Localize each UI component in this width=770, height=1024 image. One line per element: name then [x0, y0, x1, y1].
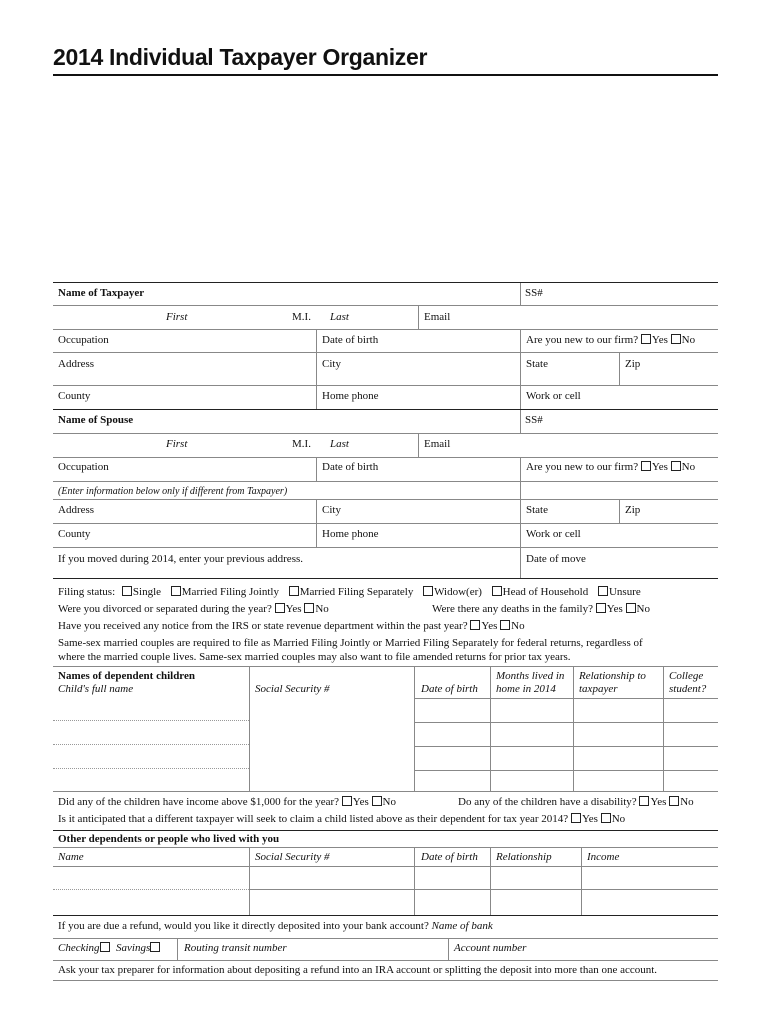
- taxpayer-city-label: City: [322, 358, 341, 370]
- child-relationship-label-1: Relationship to: [579, 670, 646, 682]
- spouse-dob-label: Date of birth: [322, 461, 379, 473]
- taxpayer-county-label: County: [58, 390, 91, 402]
- divorced-no-checkbox[interactable]: [304, 603, 314, 613]
- irs-no-checkbox[interactable]: [500, 620, 510, 630]
- child-college-label-2: student?: [669, 683, 707, 695]
- taxpayer-email-label: Email: [424, 311, 451, 323]
- child-relationship-label-2: taxpayer: [579, 683, 618, 695]
- taxpayer-name-label: Name of Taxpayer: [58, 287, 145, 299]
- filing-top-rule: [53, 578, 718, 579]
- spouse-city-label: City: [322, 504, 341, 516]
- child-disability-question: Do any of the children have a disability? Yes No: [458, 796, 694, 808]
- taxpayer-zip-label: Zip: [625, 358, 641, 370]
- deaths-no-checkbox[interactable]: [626, 603, 636, 613]
- child-income-no-checkbox[interactable]: [372, 796, 382, 806]
- taxpayer-ss-label: SS#: [525, 287, 543, 299]
- other-name-label: Name: [58, 851, 84, 863]
- spouse-occupation-label: Occupation: [58, 461, 109, 473]
- dependents-header: Names of dependent children: [58, 670, 195, 682]
- page-title: 2014 Individual Taxpayer Organizer: [53, 44, 428, 70]
- child-months-label-2: home in 2014: [496, 683, 556, 695]
- filing-widow-checkbox[interactable]: [423, 586, 433, 596]
- taxpayer-new-yes-checkbox[interactable]: [641, 334, 651, 344]
- taxpayer-address-label: Address: [58, 358, 95, 370]
- deaths-question: Were there any deaths in the family? Yes No: [432, 603, 650, 615]
- filing-mfs-checkbox[interactable]: [289, 586, 299, 596]
- filing-unsure-checkbox[interactable]: [598, 586, 608, 596]
- other-dob-label: Date of birth: [421, 851, 478, 863]
- child-disability-yes-checkbox[interactable]: [639, 796, 649, 806]
- child-months-label-1: Months lived in: [496, 670, 565, 682]
- spouse-last-label: Last: [330, 438, 349, 450]
- filing-single-checkbox[interactable]: [122, 586, 132, 596]
- date-of-move-label: Date of move: [526, 553, 586, 565]
- account-number-label: Account number: [454, 942, 527, 954]
- moved-label: If you moved during 2014, enter your previous address.: [58, 553, 304, 565]
- taxpayer-home-phone-label: Home phone: [322, 390, 379, 402]
- divorced-question: Were you divorced or separated during the year? Yes No: [58, 603, 329, 615]
- spouse-ss-label: SS#: [525, 414, 543, 426]
- taxpayer-new-firm: Are you new to our firm? Yes No: [526, 334, 696, 346]
- filing-status-row: Filing status: Single Married Filing Jointly Married Filing Separately Widow(er) Head of Household Unsure: [58, 586, 641, 598]
- irs-notice-question: Have you received any notice from the IRS or state revenue department within the past year? Yes No: [58, 620, 525, 632]
- savings-checkbox[interactable]: [150, 942, 160, 952]
- ira-note: Ask your tax preparer for information about depositing a refund into an IRA account or splitting the deposit into more than one account.: [58, 964, 658, 976]
- same-sex-note-1: Same-sex married couples are required to file as Married Filing Jointly or Married Filing Separately for federal returns, regardless of: [58, 637, 643, 649]
- refund-question: If you are due a refund, would you like it directly deposited into your bank account? Name of bank: [58, 920, 493, 932]
- other-top-rule: [53, 830, 718, 831]
- taxpayer-last-label: Last: [330, 311, 349, 323]
- child-income-question: Did any of the children have income above $1,000 for the year? Yes No: [58, 796, 396, 808]
- claim-question: Is it anticipated that a different taxpayer will seek to claim a child listed above as their dependent for tax year 2014? Yes No: [58, 813, 626, 825]
- child-ssn-label: Social Security #: [255, 683, 330, 695]
- other-relationship-label: Relationship: [496, 851, 552, 863]
- deposit-type: Checking Savings: [58, 942, 161, 954]
- taxpayer-new-no-checkbox[interactable]: [671, 334, 681, 344]
- taxpayer-state-label: State: [526, 358, 548, 370]
- other-ssn-label: Social Security #: [255, 851, 330, 863]
- taxpayer-mi-label: M.I.: [292, 311, 311, 323]
- child-name-label: Child's full name: [58, 683, 134, 695]
- taxpayer-dob-label: Date of birth: [322, 334, 379, 346]
- title-rule: [53, 74, 718, 76]
- spouse-email-label: Email: [424, 438, 451, 450]
- taxpayer-first-label: First: [166, 311, 188, 323]
- spouse-name-label: Name of Spouse: [58, 414, 134, 426]
- child-income-yes-checkbox[interactable]: [342, 796, 352, 806]
- deaths-yes-checkbox[interactable]: [596, 603, 606, 613]
- claim-no-checkbox[interactable]: [601, 813, 611, 823]
- taxpayer-work-cell-label: Work or cell: [526, 390, 581, 402]
- taxpayer-occupation-label: Occupation: [58, 334, 109, 346]
- filing-mfj-checkbox[interactable]: [171, 586, 181, 596]
- child-college-label-1: College: [669, 670, 704, 682]
- other-income-label: Income: [587, 851, 620, 863]
- same-sex-note-2: where the married couple lives. Same-sex married couples may also want to file amended returns for prior tax years.: [58, 651, 571, 663]
- spouse-new-firm: Are you new to our firm? Yes No: [526, 461, 696, 473]
- taxpayer-top-rule: [53, 282, 718, 283]
- claim-yes-checkbox[interactable]: [571, 813, 581, 823]
- other-header: Other dependents or people who lived with you: [58, 833, 280, 845]
- spouse-new-yes-checkbox[interactable]: [641, 461, 651, 471]
- spouse-note: (Enter information below only if different from Taxpayer): [58, 486, 288, 497]
- spouse-new-no-checkbox[interactable]: [671, 461, 681, 471]
- spouse-zip-label: Zip: [625, 504, 641, 516]
- spouse-county-label: County: [58, 528, 91, 540]
- filing-hoh-checkbox[interactable]: [492, 586, 502, 596]
- irs-yes-checkbox[interactable]: [470, 620, 480, 630]
- divorced-yes-checkbox[interactable]: [275, 603, 285, 613]
- child-dob-label: Date of birth: [421, 683, 478, 695]
- spouse-address-label: Address: [58, 504, 95, 516]
- spouse-home-phone-label: Home phone: [322, 528, 379, 540]
- spouse-top-rule: [53, 409, 718, 410]
- spouse-state-label: State: [526, 504, 548, 516]
- child-disability-no-checkbox[interactable]: [669, 796, 679, 806]
- checking-checkbox[interactable]: [100, 942, 110, 952]
- spouse-mi-label: M.I.: [292, 438, 311, 450]
- routing-number-label: Routing transit number: [184, 942, 287, 954]
- spouse-work-cell-label: Work or cell: [526, 528, 581, 540]
- spouse-first-label: First: [166, 438, 188, 450]
